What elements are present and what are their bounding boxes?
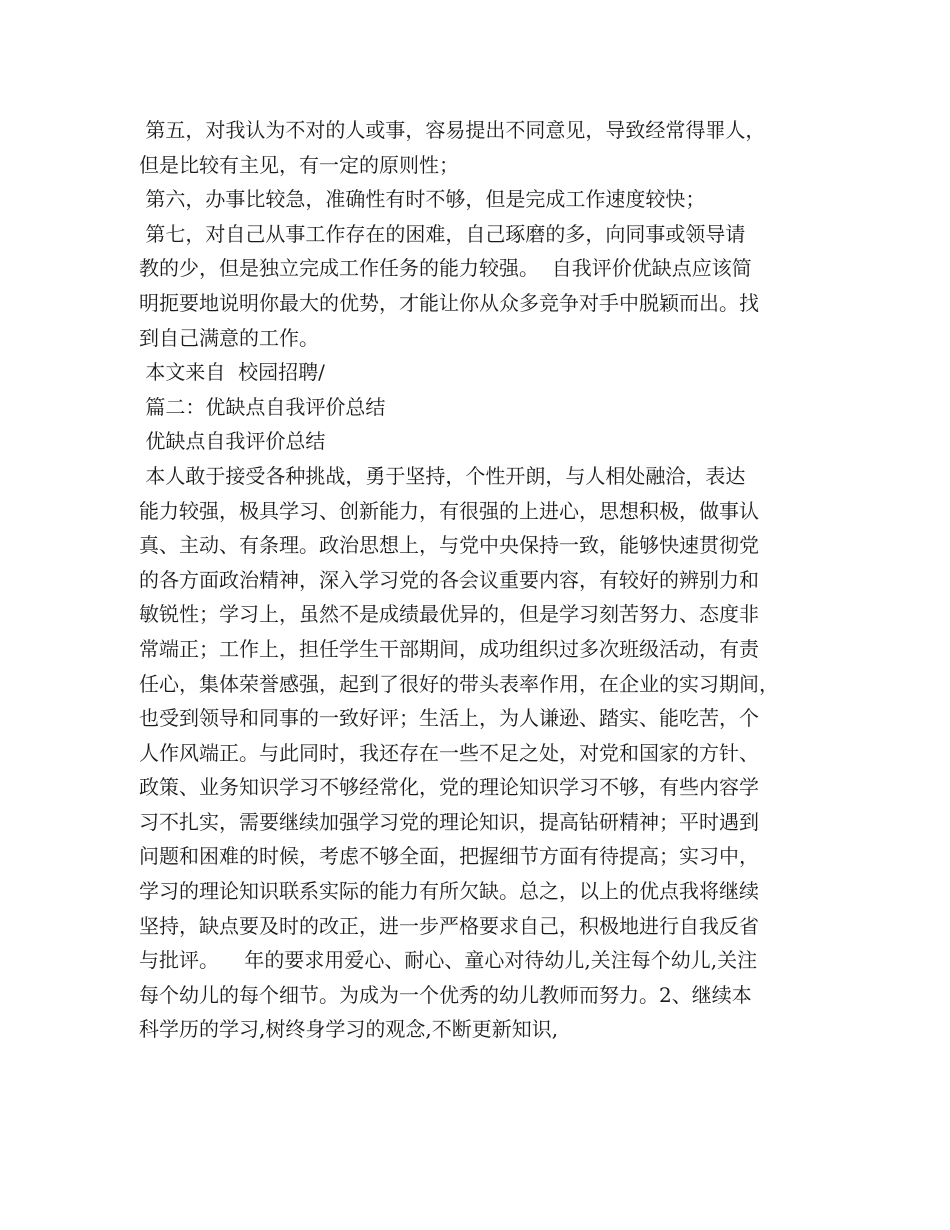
text-line: 第六，办事比较急，准确性有时不够，但是完成工作速度较快； [139, 187, 706, 212]
text-line: 问题和困难的时候，考虑不够全面，把握细节方面有待提高；实习中， [139, 844, 759, 869]
text-line: 与批评。 年的要求用爱心、耐心、童心对待幼儿,关注每个幼儿,关注 [139, 948, 758, 973]
source-line: 本文来自 校园招聘/ [139, 360, 325, 385]
text-line: 科学历的学习,树终身学习的观念,不断更新知识, [139, 1017, 559, 1042]
text-line: 第七，对自己从事工作存在的困难，自己琢磨的多，向同事或领导请 [139, 221, 746, 246]
text-line: 敏锐性；学习上，虽然不是成绩最优异的，但是学习刻苦努力、态度非 [139, 602, 759, 627]
text-line: 明扼要地说明你最大的优势，才能让你从众多竞争对手中脱颖而出。找 [139, 290, 759, 315]
text-line: 政策、业务知识学习不够经常化，党的理论知识学习不够，有些内容学 [139, 775, 759, 800]
text-line: 习不扎实，需要继续加强学习党的理论知识，提高钻研精神；平时遇到 [139, 809, 759, 834]
text-line: 常端正；工作上，担任学生干部期间，成功组织过多次班级活动，有责 [139, 636, 759, 661]
text-line: 教的少，但是独立完成工作任务的能力较强。 自我评价优缺点应该简 [139, 256, 752, 281]
text-line: 第五，对我认为不对的人或事，容易提出不同意见，导致经常得罪人， [139, 118, 766, 142]
section-heading: 篇二：优缺点自我评价总结 [139, 394, 386, 419]
text-line: 到自己满意的工作。 [139, 325, 319, 350]
text-line: 任心，集体荣誉感强，起到了很好的带头表率作用，在企业的实习期间， [139, 671, 779, 696]
text-line: 真、主动、有条理。政治思想上，与党中央保持一致，能够快速贯彻党 [139, 533, 759, 558]
text-line: 能力较强，极具学习、创新能力，有很强的上进心，思想积极，做事认 [139, 498, 759, 523]
document-page [139, 113, 829, 1047]
text-line: 本人敢于接受各种挑战，勇于坚持，个性开朗，与人相处融洽，表达 [139, 463, 746, 488]
text-line: 但是比较有主见，有一定的原则性； [139, 152, 459, 177]
text-line: 人作风端正。与此同时，我还存在一些不足之处，对党和国家的方针、 [139, 740, 759, 765]
section-subtitle: 优缺点自我评价总结 [139, 429, 326, 454]
text-line: 坚持，缺点要及时的改正，进一步严格要求自己，积极地进行自我反省 [139, 913, 759, 938]
text-line: 每个幼儿的每个细节。为成为一个优秀的幼儿教师而努力。2、继续本 [139, 982, 752, 1007]
text-line: 的各方面政治精神，深入学习党的各会议重要内容，有较好的辨别力和 [139, 567, 759, 592]
text-line: 也受到领导和同事的一致好评；生活上，为人谦逊、踏实、能吃苦，个 [139, 706, 759, 731]
text-line: 学习的理论知识联系实际的能力有所欠缺。总之，以上的优点我将继续 [139, 879, 759, 904]
